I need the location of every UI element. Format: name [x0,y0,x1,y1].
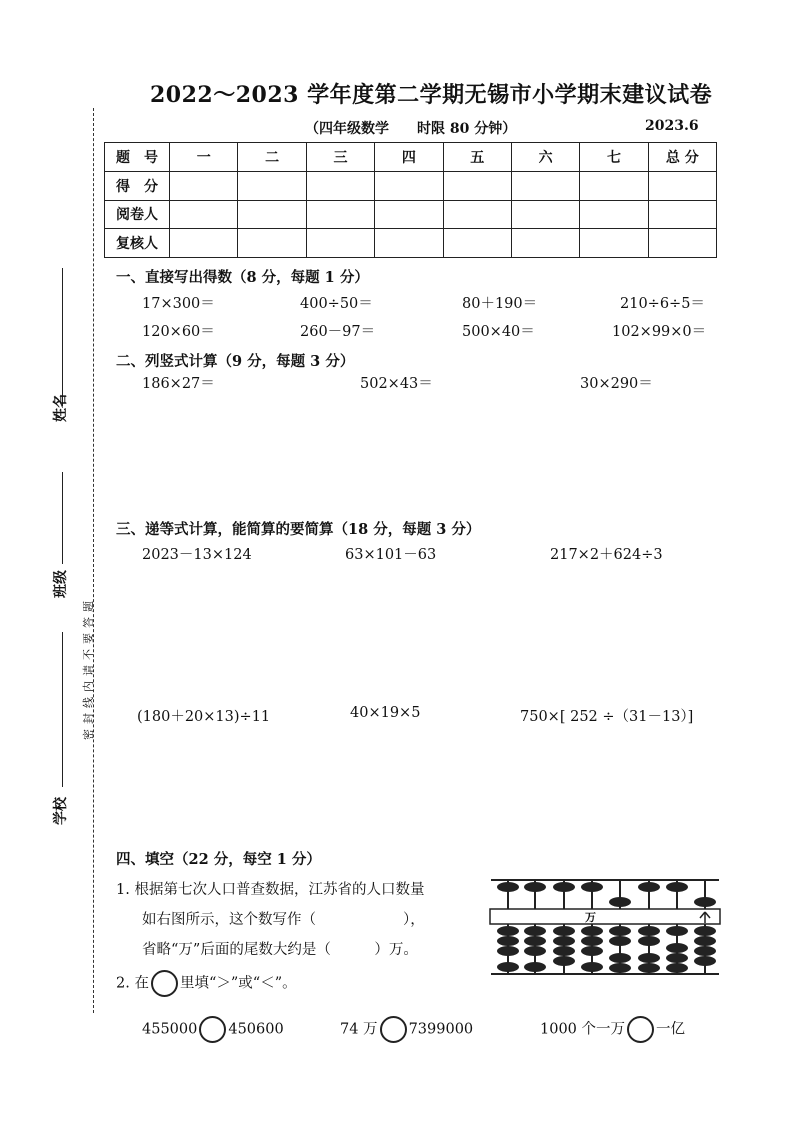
score-input-cell[interactable] [375,171,443,200]
table-cell: 七 [580,143,648,172]
oral-item: 500×40＝ [462,324,535,340]
score-input-cell[interactable] [648,229,716,258]
abacus-figure [488,878,722,976]
score-input-cell[interactable] [306,171,374,200]
table-cell: 四 [375,143,443,172]
compare-right: 一亿 [656,1021,686,1038]
section3-heading: 三、递等式计算，能简算的要简算（18 分，每题 3 分） [116,521,481,538]
stepwise-item: 2023－13×124 [142,547,252,563]
school-blank-line [62,632,63,787]
oral-item: 102×99×0＝ [612,324,707,340]
compare-left: 74 万 [340,1021,378,1038]
table-row [105,200,717,229]
stepwise-item: (180＋20×13)÷11 [137,709,271,725]
stepwise-item: 63×101－63 [345,547,437,563]
oral-item: 210÷6÷5＝ [620,296,705,312]
score-input-cell[interactable] [648,200,716,229]
fill-question-line: 省略“万”后面的尾数大约是（ ）万。 [142,942,418,958]
class-blank-line [62,472,63,564]
score-input-cell[interactable] [170,229,238,258]
table-cell: 得 分 [105,171,170,200]
score-input-cell[interactable] [170,200,238,229]
vertical-calc-item: 30×290＝ [580,376,653,392]
oral-item: 120×60＝ [142,324,215,340]
table-cell: 一 [170,143,238,172]
score-input-cell[interactable] [306,229,374,258]
seal-dashed-line [93,108,94,1013]
page-title: 2022～2023 学年度第二学期无锡市小学期末建议试卷 [150,82,713,108]
oral-item: 17×300＝ [142,296,215,312]
table-cell: 三 [306,143,374,172]
score-input-cell[interactable] [443,229,511,258]
exam-subtitle: （四年级数学 时限 80 分钟） [305,121,517,137]
oral-item: 260－97＝ [300,324,376,340]
compare-left: 455000 [142,1021,198,1038]
score-input-cell[interactable] [306,200,374,229]
compare-question-suffix: 里填“＞”或“＜”。 [179,975,297,992]
stepwise-item: 750×[ 252 ÷（31－13）] [520,709,694,725]
vertical-calc-item: 502×43＝ [360,376,433,392]
score-input-cell[interactable] [238,171,306,200]
oral-item: 400÷50＝ [300,296,373,312]
score-input-cell[interactable] [170,171,238,200]
stepwise-item: 40×19×5 [350,705,421,721]
compare-item [142,1016,284,1043]
oral-item: 80＋190＝ [462,296,538,312]
table-row [105,171,717,200]
table-cell: 阅卷人 [105,200,170,229]
score-input-cell[interactable] [648,171,716,200]
abacus-drawing [488,878,722,976]
score-input-cell[interactable] [511,171,579,200]
compare-circle[interactable] [380,1016,407,1043]
score-table [104,142,717,258]
compare-item [540,1016,685,1043]
score-input-cell[interactable] [375,200,443,229]
score-input-cell[interactable] [375,229,443,258]
table-cell: 复核人 [105,229,170,258]
fill-question-line: 1. 根据第七次人口普查数据，江苏省的人口数量 [116,882,425,898]
school-label: 学校 [53,797,69,825]
score-input-cell[interactable] [238,200,306,229]
stepwise-item: 217×2＋624÷3 [550,547,663,563]
score-input-cell[interactable] [443,200,511,229]
score-input-cell[interactable] [580,200,648,229]
section1-heading: 一、直接写出得数（8 分，每题 1 分） [116,269,369,286]
score-input-cell[interactable] [443,171,511,200]
table-cell: 六 [511,143,579,172]
vertical-calc-item: 186×27＝ [142,376,215,392]
table-row [105,229,717,258]
seal-note: 密封线内请不要答题 [82,596,95,740]
table-row [105,143,717,172]
score-input-cell[interactable] [580,229,648,258]
score-input-cell[interactable] [511,229,579,258]
table-cell: 总 分 [648,143,716,172]
compare-right: 450600 [228,1021,284,1038]
table-cell: 五 [443,143,511,172]
compare-question [116,970,297,997]
score-input-cell[interactable] [511,200,579,229]
compare-item [340,1016,473,1043]
fill-question-line: 如右图所示，这个数写作（ ）， [142,912,425,928]
compare-left: 1000 个一万 [540,1021,626,1038]
name-blank-line [62,268,63,406]
class-label: 班级 [53,570,69,598]
table-cell: 题 号 [105,143,170,172]
compare-right: 7399000 [408,1021,474,1038]
score-input-cell[interactable] [580,171,648,200]
abacus-wan-label: 万 [585,911,596,924]
section2-heading: 二、列竖式计算（9 分，每题 3 分） [116,353,355,370]
compare-question-prefix: 2. 在 [116,975,149,992]
exam-date: 2023.6 [645,118,699,134]
circle-icon [151,970,178,997]
section4-heading: 四、填空（22 分，每空 1 分） [116,851,321,868]
score-input-cell[interactable] [238,229,306,258]
compare-circle[interactable] [627,1016,654,1043]
table-cell: 二 [238,143,306,172]
compare-circle[interactable] [199,1016,226,1043]
name-label: 姓名 [53,394,69,422]
